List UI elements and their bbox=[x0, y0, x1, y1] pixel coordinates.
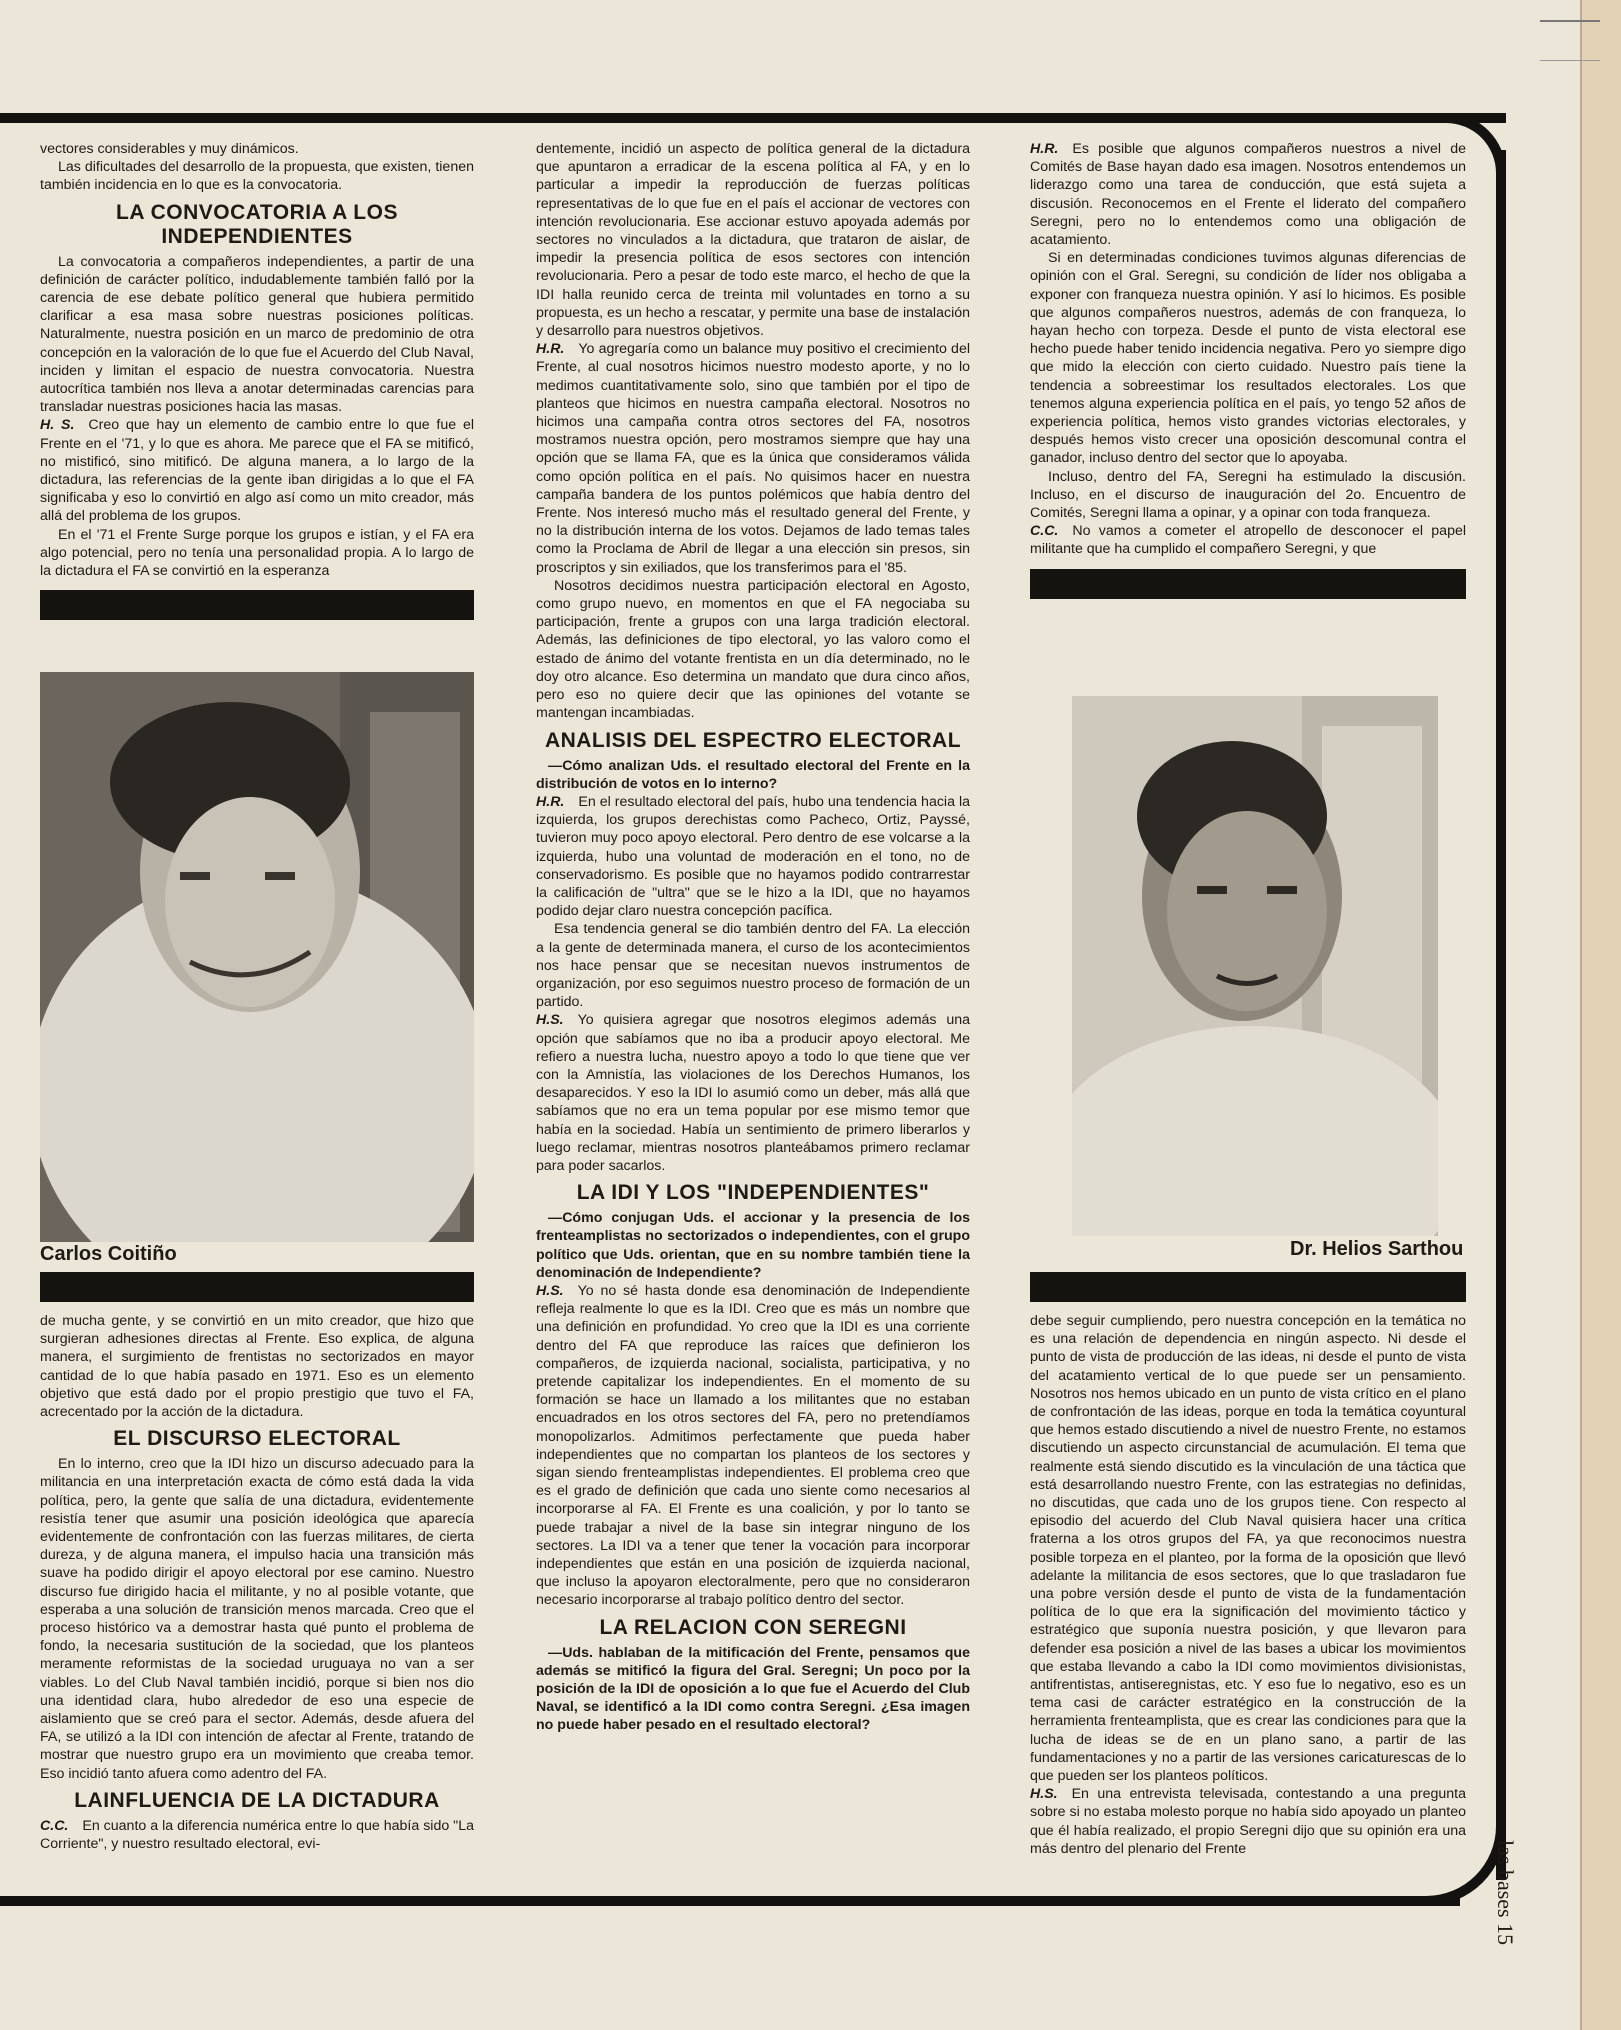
photo-caption: Dr. Helios Sarthou bbox=[1290, 1238, 1464, 1260]
speaker-initials: H.S. bbox=[1030, 1786, 1058, 1803]
paragraph: Las dificultades del desarrollo de la propuesta, que existen, tienen también incidencia en lo que es la convocatoria. bbox=[40, 159, 474, 194]
column-3 bbox=[1030, 140, 1466, 609]
speaker-paragraph bbox=[536, 1282, 970, 1610]
column-1 bbox=[40, 140, 474, 630]
paragraph: En lo interno, creo que la IDI hizo un discurso adecuado para la militancia en una interpretación exacta de cómo está dada la vida política, pero, la gente que salía de una dictadura, evidentemente resistía tener que asumir una posición ideológica que aparecía evidentemente de confrontación con las fuerzas militares, de cierta dureza, y de alguna manera, el impulso hacia una transición más suave ha podido dirigir el apoyo electoral por ese camino. Nuestro discurso fue dirigido hacia el militante, y no al posible votante, que esperaba a una solución de transición menos marcada. Creo que el proceso histórico va a demostrar hasta qué punto el problema de fondo, la necesaria sustitución de la sociedad, que los planteos meramente reformistas de la sociedad uruguaya no van a ser viables. Lo del Club Naval también incidió, porque si bien nos dio una identidad clara, hubo alrededor de eso una especie de aislamiento que se creó para el sector. Además, desde afuera del FA, se utilizó a la IDI con intención de afectar al Frente, tratando de mostrar que nuestro grupo era un movimiento que creaba temor. Eso incidió tanto afuera como adentro del FA. bbox=[40, 1456, 474, 1782]
paragraph: de mucha gente, y se convirtió en un mito creador, que hizo que surgieran adhesiones directas al Frente. Eso explica, de alguna manera, el surgimiento de frentistas no sectorizados en mayor cantidad de lo que había pasado en 1971. Eso es un elemento objetivo que está dado por el propio prestigio que tuvo el FA, acrecentado por la acción de la dictadura. bbox=[40, 1313, 474, 1421]
column-2 bbox=[536, 140, 970, 1735]
speaker-initials: H.S. bbox=[536, 1282, 564, 1299]
speaker-text: Es posible que algunos compañeros nuestros a nivel de Comités de Base hayan dado esa imagen. Nosotros entendemos un liderazgo como una tarea de conducción, que está sujeta a discusión. Reconocemos en el Frente el liderato del compañero Seregni, pero no lo entendemos como una obligación de acatamiento. bbox=[1030, 141, 1466, 249]
speaker-initials: H.R. bbox=[536, 793, 565, 810]
paragraph: La convocatoria a compañeros independientes, a partir de una definición de carácter político, indudablemente también falló por la carencia de ese debate político general que hubiera permitido clarificar a esa masa sobre nuestras posiciones políticas. Naturalmente, nuestra posición en un marco de predominio de otra concepción en la valoración de lo que fue el Acuerdo del Club Naval, inciden y limitan el espacio de nuestra convocatoria. Nuestra autocrítica también nos lleva a anotar determinadas carencias para transladar nuestras posiciones hacia las masas. bbox=[40, 253, 474, 416]
frame-right-rule bbox=[1496, 150, 1506, 1880]
paragraph: debe seguir cumpliendo, pero nuestra concepción en la temática no es una relación de dependencia en ningún aspecto. Ni desde el punto de vista de producción de las ideas, ni desde el punto de vista del acatamiento vertical de lo que puede ser un pensamiento. Nosotros nos hemos ubicado en un punto de vista crítico en el plano de confrontación de las ideas, porque en toda la temática coyuntural que hemos estado discutiendo a nivel de nuestro Frente, no estamos discutiendo un aspecto circunstancial de acumulación. El tema que realmente está siendo discutido es la vinculación de una táctica que está desarrollando nuestro Frente, con las estrategias no definidas, no discutidas, que cada uno de los grupos tiene. Con respecto al episodio del acuerdo del Club Naval quisiera hacer una crítica fraterna a los otros grupos del FA, ya que reconocimos nuestra posible torpeza en el planteo, por la forma de la oposición que llevó adelante la militancia de esos sectores, que lo que trasladaron fue una pobre versión desde el punto de vista de la fundamentación política de lo que era la significación del movimiento táctico y estratégico que suponía nuestra posición, y que llevaron para defender esa posición a nivel de las bases a ubicar los movimientos que estaba llevando a cabo la IDI como movimientos divisionistas, antifrentistas, antiseregnistas, etc. Y eso fue lo negativo, eso es un tema casi de carácter estratégico en la construcción de la herramienta frenteamplista, que es crear las condiciones para que la lucha de ideas se de en un plano sano, a partir de las fundamentaciones y no a partir de las versiones caricaturescas de lo que pueden ser los planteos políticos. bbox=[1030, 1313, 1466, 1785]
speaker-text: Yo no sé hasta donde esa denominación de Independiente refleja realmente lo que es la IDI. Creo que es más un nombre que una definición en profundidad. Yo creo que la IDI es una corriente dentro del FA que reproduce las raíces que definieron los compañeros, de izquierda nacional, socialista, participativa, y no pretende capitalizar los independientes. En el momento de su formación se hace un llamado a los militantes que no estaban encuadrados en los otros sectores del FA, pero no pretendíamos monopolizarlos. Admitimos perfectamente que pueda haber independientes que no compartan los planteos de los sectores y sigan siendo frenteamplistas independientes. El problema creo que es el grado de definición que cada uno siente como necesarios al incorporarse al FA. El Frente es una coalición, y por lo tanto se puede trabajar a nivel de la base sin integrar ninguno de los sectores. La IDI va a tener que tener la vocación para incorporar independientes que están en una posición de izquierda nacional, que incluso la apoyaron electoralmente, pero que no consideraron necesario incorporarse al trabajo político dentro del sector. bbox=[536, 1282, 970, 1609]
fold-line bbox=[1540, 60, 1600, 61]
column-1-lower bbox=[40, 1272, 474, 1853]
speaker-paragraph bbox=[1030, 1785, 1466, 1858]
section-heading: LAINFLUENCIA DE LA DICTADURA bbox=[74, 1788, 440, 1812]
paragraph: Si en determinadas condiciones tuvimos algunas diferencias de opinión con el Gral. Seregni, su condición de líder nos obligaba a exponer con franqueza nuestra opinión. Y así lo hicimos. Es posible que algunos compañeros nuestros, además de con franqueza, lo hayan hecho con torpeza. Desde el punto de vista electoral ese hecho puede haber tenido incidencia negativa. Pero yo siempre digo que mido la elección con cierto cuidado. Nuestro país tiene la tendencia a sobreestimar los resultados electorales. Los que tenemos alguna experiencia política en el país, yo tengo 52 años de experiencia política, hemos visto grandes victorias electorales, y después hemos visto crecer una oposición descomunal contra el ganador, incluso dentro del sector que lo apoyaba. bbox=[1030, 250, 1466, 467]
speaker-text: No vamos a cometer el atropello de desconocer el papel militante que ha cumplido el compañero Seregni, y que bbox=[1030, 523, 1466, 558]
fold-line bbox=[1540, 20, 1600, 22]
question: —Cómo analizan Uds. el resultado electoral del Frente en la distribución de votos en lo interno? bbox=[536, 757, 970, 792]
page-label: las bases 15 bbox=[1493, 1840, 1518, 1946]
speaker-paragraph bbox=[536, 340, 970, 577]
portrait-image bbox=[1072, 696, 1438, 1236]
frame-top-rule bbox=[0, 113, 1506, 123]
frame-bottom-rule bbox=[0, 1896, 1460, 1906]
speaker-initials: H.S. bbox=[536, 1012, 564, 1029]
speaker-initials: C.C. bbox=[1030, 523, 1059, 540]
speaker-initials: H.R. bbox=[1030, 141, 1059, 157]
black-bar bbox=[1030, 569, 1466, 599]
page-edge bbox=[1580, 0, 1621, 2030]
black-bar bbox=[40, 590, 474, 620]
paragraph: En el '71 el Frente Surge porque los grupos e istían, y el FA era algo potencial, pero no tenía una personalidad propia. A lo largo de la dictadura el FA se convirtió en la esperanza bbox=[40, 526, 474, 580]
paragraph: Nosotros decidimos nuestra participación electoral en Agosto, como grupo nuevo, en momentos en que el FA negociaba su participación, frente a grupos con una larga tradición electoral. Además, las definiciones de tipo electoral, yo las valoro como el estado de ánimo del votante frentista en un día determinado, no le doy otro alcance. Eso determina un mandato que dura cinco años, pero eso no quiere decir que las opiniones del votante se mantengan incambiadas. bbox=[536, 577, 970, 722]
section-heading: EL DISCURSO ELECTORAL bbox=[113, 1427, 401, 1451]
speaker-initials: H.R. bbox=[536, 341, 565, 358]
paragraph: Esa tendencia general se dio también dentro del FA. La elección a la gente de determinada manera, el curso de los acontecimientos nos hace pensar que se necesitan nuevos instrumentos de organización, por eso seguimos nuestro proceso de formación de un partido. bbox=[536, 921, 970, 1011]
paragraph: dentemente, incidió un aspecto de política general de la dictadura que apuntaron a erradicar de la escena política al FA, y en lo particular a impedir la reproducción de fuerzas políticas representativas de lo que fue en el país el accionar de vectores con intención revolucionaria. Ese accionar estuvo apoyada además por sectores no vinculados a la dictadura, que trataron de aislar, de impedir la presencia política de esos sectores con intención revolucionaria. Pero a pesar de todo este marco, el hecho de que la IDI halla reunido cerca de treinta mil voluntades en torno a su propuesta, es un hecho a rescatar, y permite una base de instalación y desarrollo para nuestros objetivos. bbox=[536, 141, 970, 340]
speaker-paragraph bbox=[40, 1817, 474, 1853]
section-heading: LA IDI Y LOS "INDEPENDIENTES" bbox=[576, 1181, 930, 1205]
speaker-paragraph bbox=[536, 1011, 970, 1175]
column-3-lower bbox=[1030, 1272, 1466, 1858]
photo-caption: Carlos Coitiño bbox=[40, 1243, 177, 1265]
paragraph: Incluso, dentro del FA, Seregni ha estimulado la discusión. Incluso, en el discurso de inauguración del 2o. Encuentro de Comités, Seregni llama a opinar, y a opinar con toda franqueza. bbox=[1030, 468, 1466, 522]
speaker-paragraph bbox=[536, 793, 970, 920]
speaker-text: Yo agregaría como un balance muy positivo el crecimiento del Frente, al cual nosotros hicimos nuestro modesto aporte, y no lo medimos cuantitativamente solo, sino que también por el tipo de planteos que hicimos en nuestra campaña electoral. Nosotros no hicimos una campaña contra otros sectores del FA, nosotros mostramos nuestra opción, pero mostramos siempre que hay una opción que se llama FA, que es la única que consideramos válida como opción política en el país. No quisimos hacer en nuestra campaña bandera de los puntos polémicos que había dentro del Frente. Nos interesó mucho más el resultado general del Frente, y no la distribución interna de los votos. Dejamos de lado temas tales como la Proclama de Abril de llegar a una elección sin presos, sin proscriptos y sin exiliados, que los transferimos para el '85. bbox=[536, 341, 970, 576]
paragraph: vectores considerables y muy dinámicos. bbox=[40, 141, 299, 157]
speaker-paragraph bbox=[40, 416, 474, 525]
speaker-text: En cuanto a la diferencia numérica entre lo que había sido "La Corriente", y nuestro resultado electoral, evi- bbox=[40, 1817, 474, 1853]
photo-carlos-coitino bbox=[40, 672, 474, 1242]
speaker-initials: H. S. bbox=[40, 417, 75, 434]
photo-helios-sarthou bbox=[1072, 696, 1438, 1236]
section-heading: LA RELACION CON SEREGNI bbox=[599, 1615, 907, 1639]
speaker-text: En una entrevista televisada, contestando a una pregunta sobre si no estaba molesto porque no había sido apoyado un planteo que él había realizado, el propio Seregni dijo que su opinión era una más dentro del plenario del Frente bbox=[1030, 1786, 1466, 1857]
section-heading: ANALISIS DEL ESPECTRO ELECTORAL bbox=[544, 728, 962, 752]
speaker-paragraph bbox=[1030, 522, 1466, 558]
speaker-text: Creo que hay un elemento de cambio entre lo que fue el Frente en el '71, y lo que es ahora. Me parece que el FA se mitificó, no mistificó, sino mitificó. De alguna manera, a lo largo de la dictadura, las referencias de la gente iban dirigidas a lo que el FA significaba y eso lo convirtió en algo así como un mito creador, más allá del problema de los grupos. bbox=[40, 417, 474, 525]
question: —Cómo conjugan Uds. el accionar y la presencia de los frenteamplistas no sectorizados o independientes, con el grupo político que Uds. orientan, que en su nombre también tiene la denominación de Independiente? bbox=[536, 1210, 970, 1281]
section-heading: LA CONVOCATORIA A LOS INDEPENDIENTES bbox=[116, 200, 398, 248]
black-bar bbox=[1030, 1272, 1466, 1302]
portrait-image bbox=[40, 672, 474, 1242]
speaker-text: Yo quisiera agregar que nosotros elegimos además una opción que sabíamos que no iba a producir apoyo electoral. Me refiero a nuestra lucha, nuestro apoyo a todo lo que tiene que ver con la Amnistía, las violaciones de los Derechos Humanos, los desaparecidos. Y eso la IDI lo asumió como un deber, más allá que sabíamos que no era un tema popular por ese mismo temor que había en la sociedad. Había un sentimiento de primero liberarlos y luego reclamar, mientras nosotros planteábamos primero reclamar para poder sacarlos. bbox=[536, 1012, 970, 1174]
question: —Uds. hablaban de la mitificación del Frente, pensamos que además se mitificó la figura del Gral. Seregni; Un poco por la posición de la IDI de oposición a lo que fue el Acuerdo del Club Naval, se identificó a la IDI como contra Seregni. ¿Esa imagen no puede haber pesado en el resultado electoral? bbox=[536, 1644, 970, 1734]
speaker-initials: C.C. bbox=[40, 1817, 69, 1834]
speaker-text: En el resultado electoral del país, hubo una tendencia hacia la izquierda, los grupos derechistas como Pacheco, Ortiz, Payssé, tuvieron muy poco apoyo electoral. Pero dentro de ese volcarse a la izquierda, hubo una voluntad de moderación en el tono, no de conservadorismo. Es posible que no hayamos podido contrarrestar la calificación de "ultra" que se le hizo a la IDI, que no hayamos podido dejar claro nuestra concepción pacífica. bbox=[536, 793, 970, 920]
black-bar bbox=[40, 1272, 474, 1302]
speaker-paragraph bbox=[1030, 140, 1466, 249]
